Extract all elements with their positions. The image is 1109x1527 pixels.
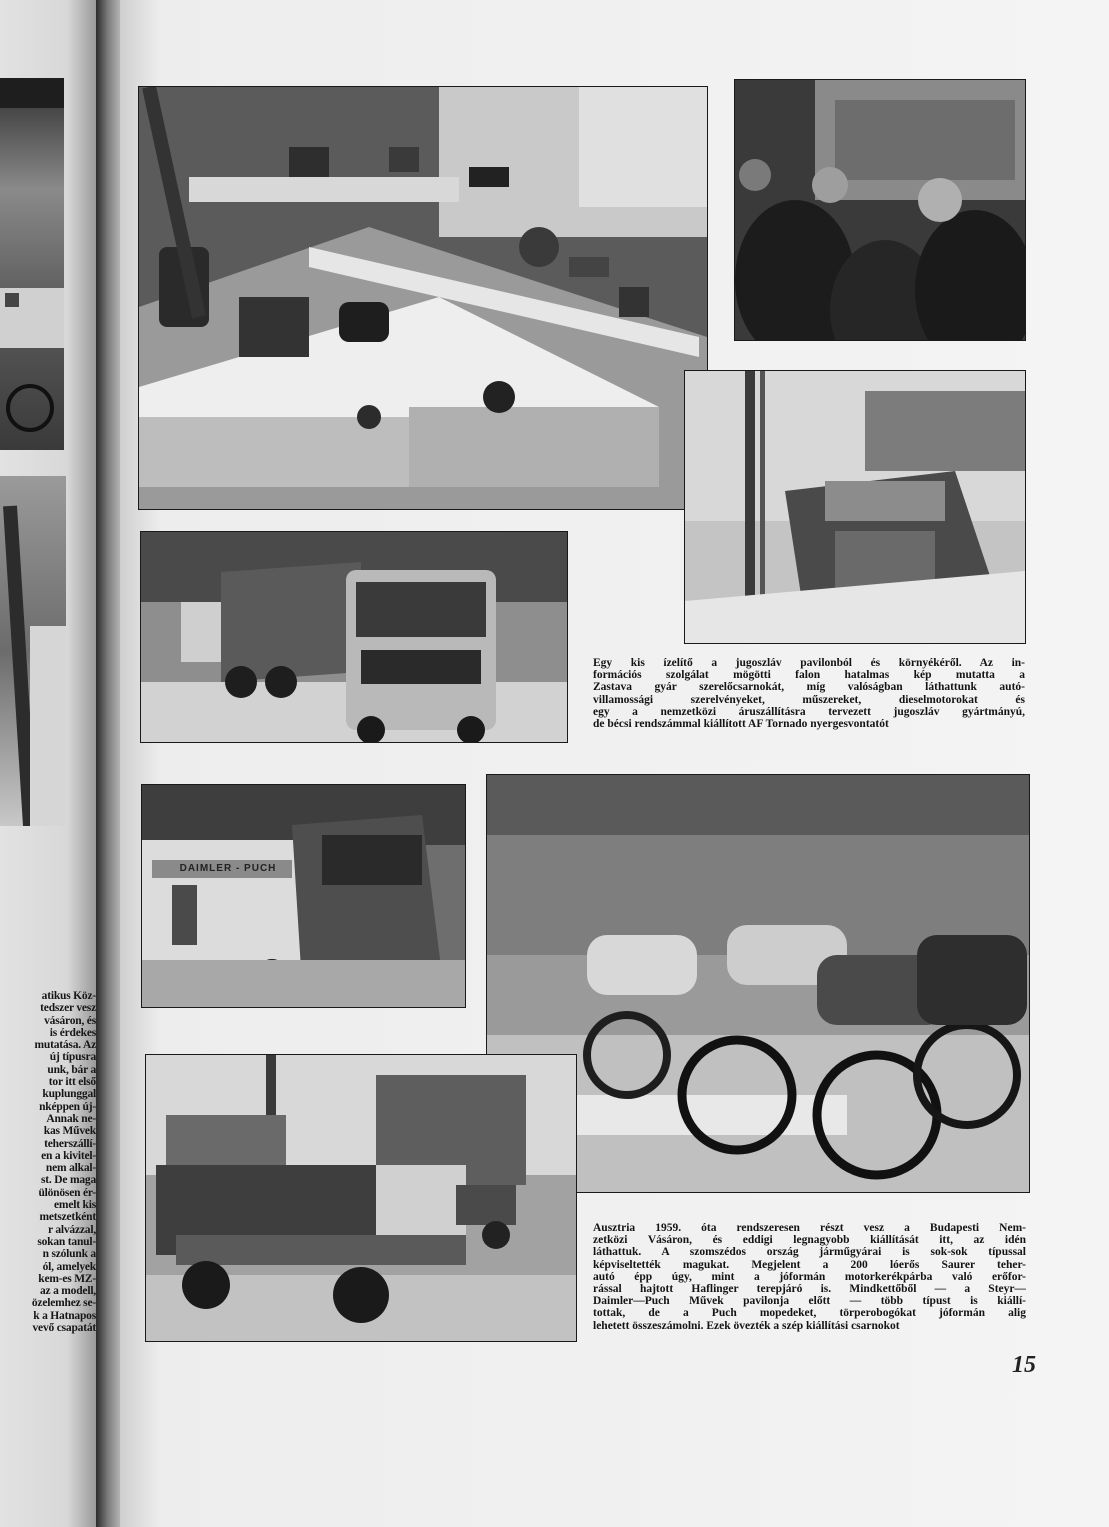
caption-line: láthattuk. A szomszédos ország járműgyárai is sok-sok típussal — [593, 1246, 1026, 1259]
page-number: 15 — [1012, 1352, 1036, 1378]
left-text-line: vevő csapatát — [32, 1322, 96, 1335]
caption-line: Ausztria 1959. óta rendszeresen részt vesz a Budapesti Nem- — [593, 1222, 1026, 1234]
left-text-line: metszetként — [39, 1211, 96, 1224]
caption-line: Daimler—Puch Művek pavilonja előtt — több típust is kiállí- — [593, 1295, 1026, 1308]
left-text-line: az a modell, — [39, 1285, 96, 1298]
left-text-line: tor itt első — [48, 1076, 96, 1089]
left-text-line: is érdekes — [49, 1026, 96, 1039]
photo-haflinger — [145, 1054, 577, 1342]
caption-line: zetközi Vásáron, és eddigi legnagyobb kiállítását itt, az idén — [593, 1234, 1026, 1247]
photo-info-desk-crowd — [734, 79, 1026, 341]
photo-tornado-truck — [140, 531, 568, 743]
left-text-line: unk, bár a — [47, 1063, 96, 1076]
caption-line: de bécsi rendszámmal kiállított AF Tornado nyergesvontatót — [593, 718, 889, 731]
caption-line: képviseltették magukat. Megjelent a 200 lóerős Saurer teher- — [593, 1258, 1026, 1271]
left-text-line: ól, amelyek — [42, 1260, 96, 1273]
caption-line: tottak, de a Puch mopedeket, törperobogókat jóformán alig — [593, 1307, 1026, 1320]
caption-line: villamossági szerelvényeket, műszereket, dieselmotorokat és — [593, 693, 1025, 706]
left-text-line: vásáron, és — [44, 1014, 96, 1027]
left-text-line: tedszer vesz — [40, 1002, 96, 1015]
left-text-line: nképpen új- — [39, 1100, 96, 1113]
left-text-line: sokan tanul- — [37, 1235, 96, 1248]
left-text-line: kem-es MZ- — [38, 1272, 96, 1285]
left-page — [0, 0, 96, 1527]
left-text-line: új típusra — [49, 1051, 96, 1064]
left-photo-top — [0, 78, 64, 450]
caption-line: Egy kis ízelítő a jugoszláv pavilonból és környékéről. Az in- — [593, 657, 1025, 669]
photo-saurer-truck — [141, 784, 466, 1008]
left-column-text — [0, 990, 96, 1334]
caption-austria — [593, 1222, 1026, 1332]
left-text-line: mutatása. Az — [34, 1039, 96, 1052]
left-photo-middle — [0, 476, 66, 826]
caption-line: autó épp úgy, mint a jóformán motorkerékpárba való erőfor- — [593, 1270, 1026, 1283]
left-text-line: st. De maga — [41, 1174, 96, 1187]
photo-parts-exhibit — [138, 86, 708, 510]
photo-diesel-engine — [684, 370, 1026, 644]
left-text-line: emelt kis — [54, 1199, 96, 1212]
caption-yugoslav-pavilion — [593, 657, 1025, 730]
left-text-line: en a kivitel- — [41, 1149, 96, 1162]
caption-line: formációs szolgálat mögötti falon hatalmas kép mutatta a — [593, 669, 1025, 682]
caption-line: lehetett összeszámolni. Ezek övezték a szép kiállítási csarnokot — [593, 1319, 900, 1332]
left-text-line: nem alkal- — [45, 1162, 96, 1175]
left-text-line: r alvázzal, — [47, 1223, 96, 1236]
caption-line: Zastava gyár szerelőcsarnokát, míg valóságban láthattunk autó- — [593, 681, 1025, 694]
left-text-line: n szólunk a — [42, 1248, 96, 1261]
caption-line: rással hajtott Haflinger terepjáró is. Mindkettőből — a Steyr— — [593, 1283, 1026, 1296]
left-text-line: atikus Köz- — [41, 990, 96, 1002]
left-text-line: kas Művek — [43, 1125, 96, 1138]
caption-line: egy a nemzetközi áruszállításra tervezett jugoszláv gyártmányú, — [593, 705, 1025, 718]
left-text-line: k a Hatnapos — [33, 1309, 96, 1322]
left-text-line: kuplunggal — [42, 1088, 96, 1101]
left-text-line: teherszállí- — [44, 1137, 96, 1150]
left-text-line: ülönösen ér- — [38, 1186, 96, 1199]
left-text-line: özelemhez se- — [31, 1297, 96, 1310]
left-text-line: Annak ne- — [46, 1112, 96, 1125]
pavilion-sign: DAIMLER - PUCH — [179, 863, 277, 874]
